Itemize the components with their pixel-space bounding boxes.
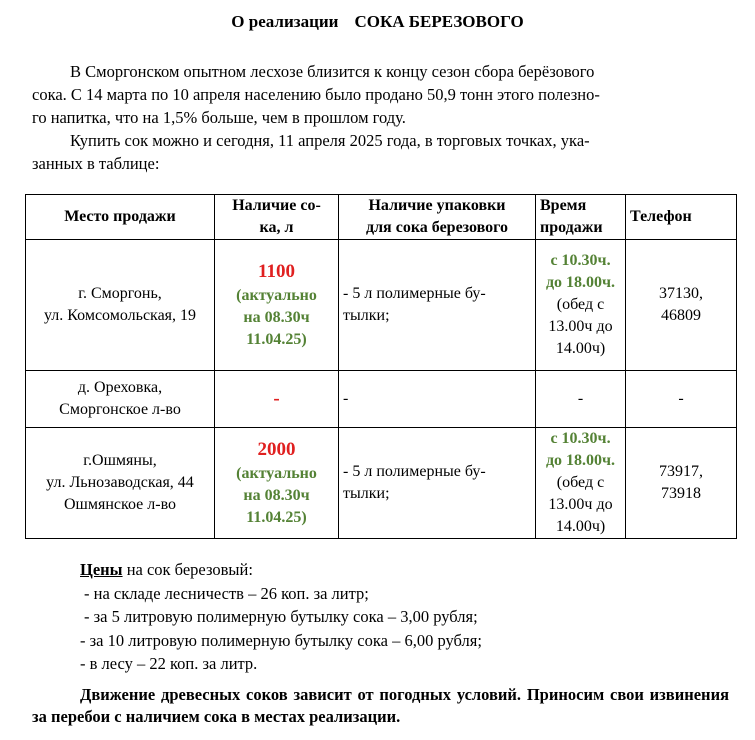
prices-heading xyxy=(80,558,482,582)
table-row xyxy=(26,371,737,428)
intro-line-4 xyxy=(32,129,727,152)
header-packaging: Наличие упаковки для сока березового xyxy=(339,195,536,240)
phone-cell: - xyxy=(626,371,737,428)
availability-note: (актуально на 08.30ч 11.04.25) xyxy=(236,287,317,348)
title-part-2: СОКА БЕРЕЗОВОГО xyxy=(354,12,524,31)
place-cell: г. Сморгонь, ул. Комсомольская, 19 xyxy=(26,240,215,371)
intro-line-1-text: В Сморгонском опытном лесхозе близится к концу сезон сбора берёзового xyxy=(70,62,595,81)
availability-cell xyxy=(215,240,339,371)
sales-hours: с 10.30ч. до 18.00ч. xyxy=(545,252,616,291)
lunch-break: (обед с 13.00ч до 14.00ч) xyxy=(548,474,613,535)
availability-cell xyxy=(215,371,339,428)
phone-cell: 73917, 73918 xyxy=(626,428,737,539)
header-place: Место продажи xyxy=(26,195,215,240)
price-item: - за 10 литровую полимерную бутылку сока – 6,00 рубля; xyxy=(80,630,482,650)
place-cell: г.Ошмяны, ул. Льнозаводская, 44 Ошмянское л-во xyxy=(26,428,215,539)
quantity-value: - xyxy=(273,387,280,409)
price-item: - в лесу – 22 коп. за литр. xyxy=(80,654,258,673)
prices-heading-rest: на сок березовый: xyxy=(122,560,253,579)
intro-line-1 xyxy=(32,60,727,83)
prices-heading-label: Цены xyxy=(80,560,123,579)
table-row xyxy=(26,240,737,371)
availability-cell xyxy=(215,428,339,539)
table-row xyxy=(26,428,737,539)
prices-section xyxy=(80,558,482,676)
header-time: Время продажи xyxy=(536,195,626,240)
title-part-1: О реализации xyxy=(231,12,339,31)
time-cell xyxy=(536,240,626,371)
intro-line-3: го напитка, что на 1,5% больше, чем в прошлом году. xyxy=(32,108,406,128)
packaging-cell: - xyxy=(339,371,536,428)
header-phone: Телефон xyxy=(626,195,737,240)
intro-line-5: занных в таблице: xyxy=(32,154,160,174)
table-header-row xyxy=(26,195,737,240)
intro-text xyxy=(32,60,727,175)
time-cell: - xyxy=(536,371,626,428)
packaging-cell: - 5 л полимерные бу- тылки; xyxy=(339,240,536,371)
sales-hours: с 10.30ч. до 18.00ч. xyxy=(545,430,616,469)
place-cell: д. Ореховка, Сморгонское л-во xyxy=(26,371,215,428)
quantity-value: 2000 xyxy=(257,439,296,460)
time-cell xyxy=(536,428,626,539)
phone-cell: 37130, 46809 xyxy=(626,240,737,371)
price-item: - за 5 литровую полимерную бутылку сока – 3,00 рубля; xyxy=(84,607,478,626)
lunch-break: (обед с 13.00ч до 14.00ч) xyxy=(548,296,613,357)
page-title xyxy=(0,10,755,34)
packaging-cell: - 5 л полимерные бу- тылки; xyxy=(339,428,536,539)
header-availability: Наличие со- ка, л xyxy=(215,195,339,240)
availability-note: (актуально на 08.30ч 11.04.25) xyxy=(236,465,317,526)
intro-line-4-text: Купить сок можно и сегодня, 11 апреля 2025 года, в торговых точках, ука- xyxy=(70,131,590,151)
intro-line-2: сока. С 14 марта по 10 апреля населению было продано 50,9 тонн этого полезно- xyxy=(32,85,600,105)
closing-note: Движение древесных соков зависит от погодных условий. Приносим свои извинения за перебои с наличием сока в местах реализации. xyxy=(32,685,729,726)
sales-table xyxy=(25,194,737,539)
quantity-value: 1100 xyxy=(258,261,295,282)
price-item: - на складе лесничеств – 26 коп. за литр; xyxy=(84,583,369,603)
